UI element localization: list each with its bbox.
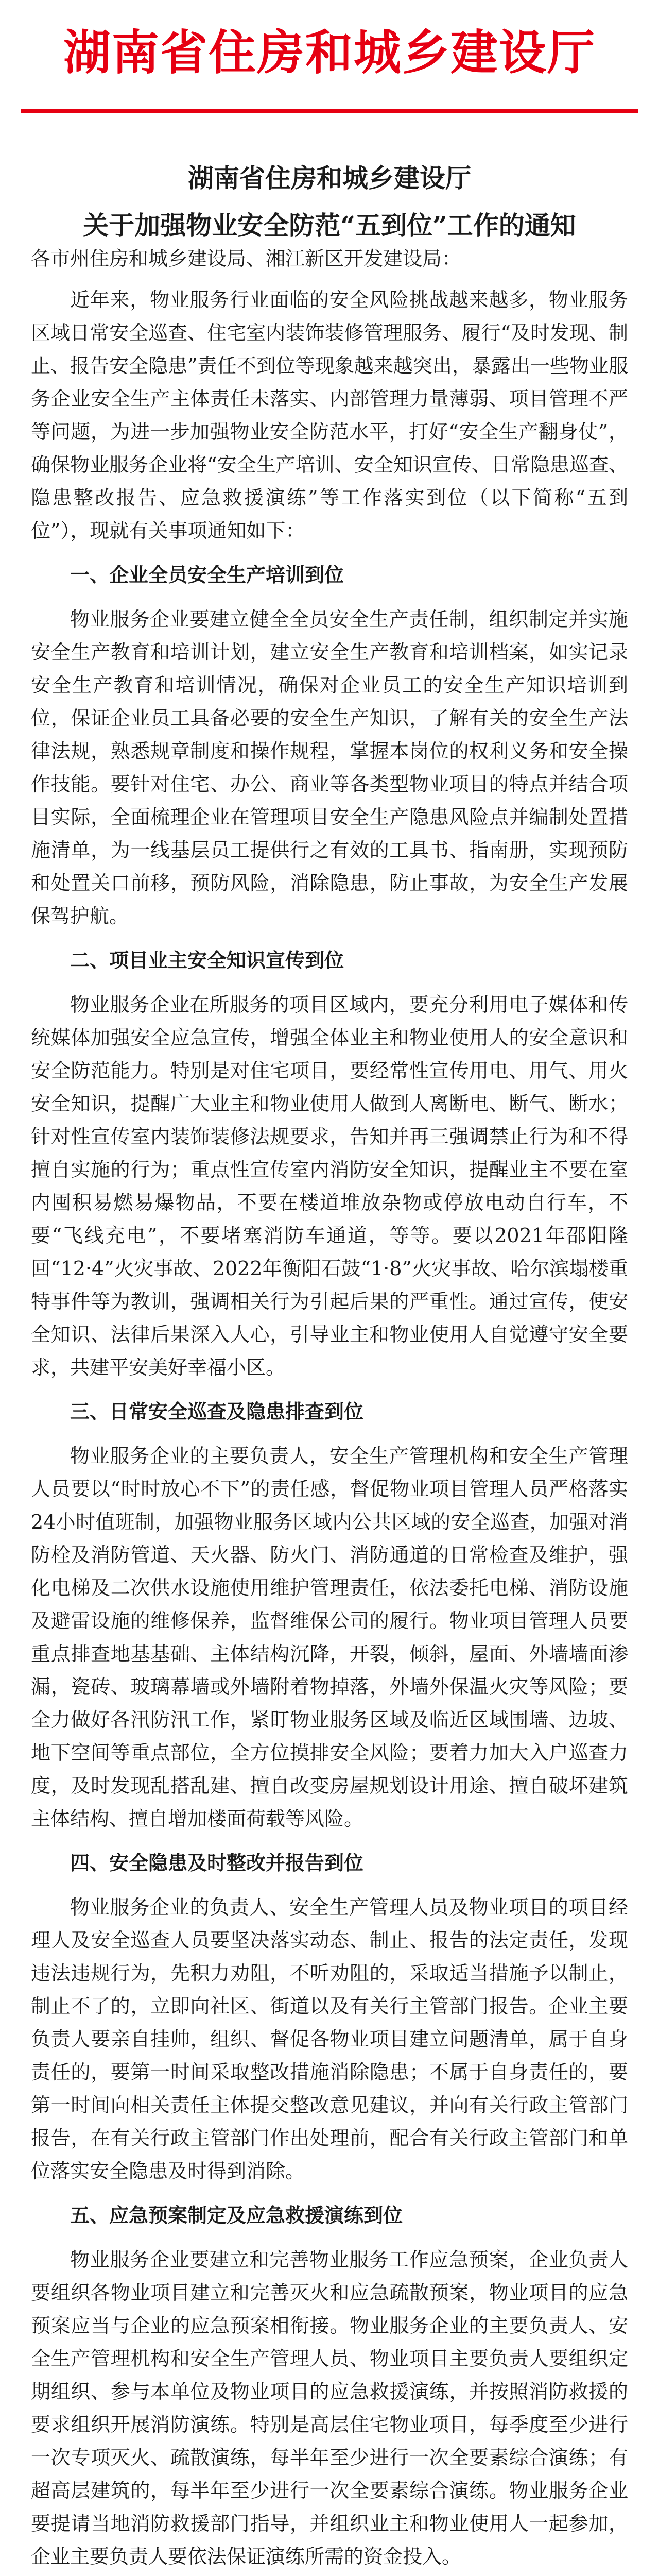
section-body: 物业服务企业的负责人、安全生产管理人员及物业项目的项目经理人及安全巡查人员要坚决落实动态、制止、报告的法定责任，发现违法违规行为，先积力劝阻，不听劝阻的，采取适当措施予以制止，制止不了的，立即向社区、街道以及有关行主管部门报告。企业主要负责人要亲自挂帅，组织、督促各物业项目建立问题清单，属于自身责任的，要第一时间采取整改措施消除隐患；不属于自身责任的，要第一时间向相关责任主体提交整改意见建议，并向有关行政主管部门报告，在有关行政主管部门作出处理前，配合有关行政主管部门和单位落实安全隐患及时得到消除。 xyxy=(31,1896,628,2182)
section-body: 物业服务企业在所服务的项目区域内，要充分利用电子媒体和传统媒体加强安全应急宣传，增强全体业主和物业使用人的安全意识和安全防范能力。特别是对住宅项目，要经常性宣传用电、用气、用火安全知识，提醒广大业主和物业使用人做到人离断电、断气、断水；针对性宣传室内装饰装修法规要求，告知并再三强调禁止行为和不得擅自实施的行为；重点性宣传室内消防安全知识，提醒业主不要在室内囤积易燃易爆物品，不要在楼道堆放杂物或停放电动自行车，不要“飞线充电”，不要堵塞消防车通道，等等。要以2021年邵阳隆回“12·4”火灾事故、2022年衡阳石鼓“1·8”火灾事故、哈尔滨塌楼重特事件等为教训，强调相关行为引起后果的严重性。通过宣传，使安全知识、法律后果深入人心，引导业主和物业使用人自觉遵守安全要求，共建平安美好幸福小区。 xyxy=(31,993,628,1379)
section-heading: 三、日常安全巡查及隐患排查到位 xyxy=(70,1400,364,1423)
document-body xyxy=(31,242,628,2576)
section-heading: 二、项目业主安全知识宣传到位 xyxy=(70,948,344,972)
document-title xyxy=(0,155,659,249)
title-line-1: 湖南省住房和城乡建设厅 xyxy=(188,163,471,193)
section-heading: 五、应急预案制定及应急救援演练到位 xyxy=(70,2204,403,2227)
section-heading: 四、安全隐患及时整改并报告到位 xyxy=(70,1851,364,1874)
intro-paragraph: 近年来，物业服务行业面临的安全风险挑战越来越多，物业服务区域日常安全巡查、住宅室内装饰装修管理服务、履行“及时发现、制止、报告安全隐患”责任不到位等现象越来越突出，暴露出一些物业服务企业安全生产主体责任未落实、内部管理力量薄弱、项目管理不严等问题，为进一步加强物业安全防范水平，打好“安全生产翻身仗”，确保物业服务企业将“安全生产培训、安全知识宣传、日常隐患巡查、隐患整改报告、应急救援演练”等工作落实到位（以下简称“五到位”），现就有关事项通知如下： xyxy=(31,289,628,542)
title-line-2: 关于加强物业安全防范“五到位”工作的通知 xyxy=(83,210,576,241)
masthead xyxy=(0,0,659,98)
section-body: 物业服务企业的主要负责人，安全生产管理机构和安全生产管理人员要以“时时放心不下”的责任感，督促物业项目管理人员严格落实24小时值班制，加强物业服务区域内公共区域的安全巡查，加强对消防栓及消防管道、天火器、防火门、消防通道的日常检查及维护，强化电梯及二次供水设施使用维护管理责任，依法委托电梯、消防设施及避雷设施的维修保养，监督维保公司的履行。物业项目管理人员要重点排查地基基础、主体结构沉降，开裂，倾斜，屋面、外墙墙面渗漏，瓷砖、玻璃幕墙或外墙附着物掉落，外墙外保温火灾等风险；要全力做好各汛防汛工作，紧盯物业服务区域及临近区域围墙、边坡、地下空间等重点部位，全方位摸排安全风险；要着力加大入户巡查力度，及时发现乱搭乱建、擅自改变房屋规划设计用途、擅自破坏建筑主体结构、擅自增加楼面荷载等风险。 xyxy=(31,1445,628,1830)
masthead-rule xyxy=(21,109,638,113)
section-heading: 一、企业全员安全生产培训到位 xyxy=(70,563,344,586)
section-body: 物业服务企业要建立和完善物业服务工作应急预案，企业负责人要组织各物业项目建立和完善灭火和应急疏散预案，物业项目的应急预案应当与企业的应急预案相衔接。物业服务企业的主要负责人、安全生产管理机构和安全生产管理人员、物业项目主要负责人要组织定期组织、参与本单位及物业项目的应急救援演练，并按照消防救援的要求组织开展消防演练。特别是高层住宅物业项目，每季度至少进行一次专项灭火、疏散演练，每半年至少进行一次全要素综合演练；有超高层建筑的，每半年至少进行一次全要素综合演练。物业服务企业要提请当地消防救援部门指导，并组织业主和物业使用人一起参加，企业主要负责人要依法保证演练所需的资金投入。 xyxy=(31,2248,628,2568)
masthead-title: 湖南省住房和城乡建设厅 xyxy=(63,25,596,80)
section-body: 物业服务企业要建立健全全员安全生产责任制，组织制定并实施安全生产教育和培训计划，建立安全生产教育和培训档案，如实记录安全生产教育和培训情况，确保对企业员工的安全生产知识培训到位，保证企业员工具备必要的安全生产知识，了解有关的安全生产法律法规，熟悉规章制度和操作规程，掌握本岗位的权利义务和安全操作技能。要针对住宅、办公、商业等各类型物业项目的特点并结合项目实际，全面梳理企业在管理项目安全生产隐患风险点并编制处置措施清单，为一线基层员工提供行之有效的工具书、指南册，实现预防和处置关口前移，预防风险，消除隐患，防止事故，为安全生产发展保驾护航。 xyxy=(31,608,628,927)
salutation: 各市州住房和城乡建设局、湘江新区开发建设局： xyxy=(31,247,462,270)
